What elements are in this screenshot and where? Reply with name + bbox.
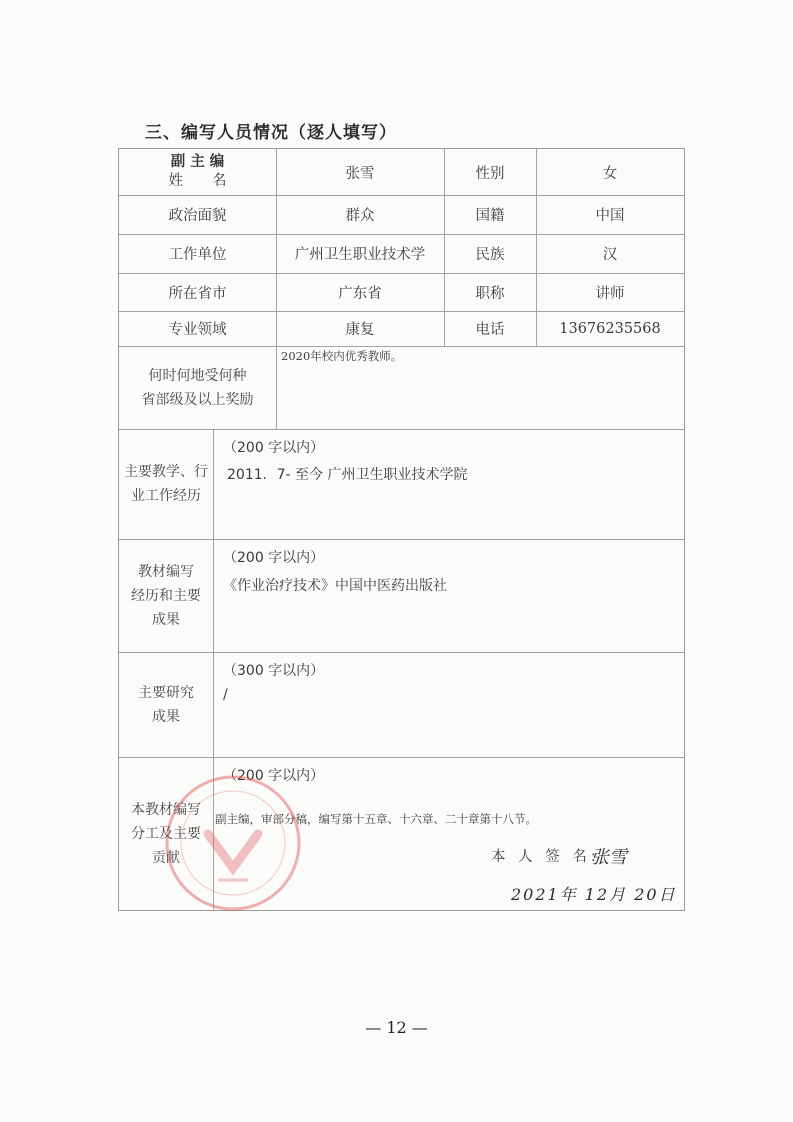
textbook-value: 《作业治疗技术》中国中医药出版社 bbox=[223, 578, 447, 594]
signature: 张雪 bbox=[591, 847, 627, 868]
teaching-value: 2011．7- 至今 广州卫生职业技术学院 bbox=[227, 467, 468, 483]
textbook-label bbox=[119, 539, 213, 652]
role-label: 副 主 编 bbox=[170, 154, 225, 170]
research-label-line: 主要研究 bbox=[138, 684, 194, 701]
title-label: 职称 bbox=[475, 285, 505, 302]
work-unit-label: 工作单位 bbox=[168, 247, 227, 263]
textbook-label-line: 教材编写 bbox=[138, 563, 194, 580]
page-number: — 12 — bbox=[365, 1018, 428, 1037]
sign-date: 2021年 12月 20日 bbox=[511, 885, 677, 904]
political-label: 政治面貌 bbox=[168, 208, 227, 224]
official-seal-stamp bbox=[158, 772, 308, 914]
division-limit: （200 字以内） bbox=[223, 768, 325, 784]
research-value: / bbox=[223, 687, 228, 703]
field-value: 康复 bbox=[345, 322, 375, 338]
ethnicity-value: 汉 bbox=[602, 247, 618, 263]
col-divider bbox=[276, 346, 277, 429]
name-label-cell bbox=[119, 149, 276, 195]
textbook-label-line: 经历和主要 bbox=[131, 587, 201, 604]
teaching-label bbox=[119, 429, 213, 539]
gender-value: 女 bbox=[602, 165, 618, 182]
work-unit-value: 广州卫生职业技术学 bbox=[294, 247, 426, 263]
division-value: 副主编，审部分稿，编写第十五章、十六章、二十章第十八节。 bbox=[215, 812, 537, 826]
signature-label: 本 人 签 名: bbox=[491, 849, 600, 865]
nationality-value: 中国 bbox=[595, 208, 625, 224]
textbook-limit: （200 字以内） bbox=[223, 550, 325, 566]
name-label: 姓 名 bbox=[168, 173, 227, 189]
research-label bbox=[119, 652, 213, 757]
research-limit: （300 字以内） bbox=[223, 663, 325, 679]
teaching-label-line: 业工作经历 bbox=[131, 488, 201, 504]
division-label-line: 本教材编写 bbox=[131, 802, 201, 818]
nationality-label: 国籍 bbox=[475, 208, 505, 224]
ethnicity-label: 民族 bbox=[475, 247, 505, 263]
awards-value: 2020年校内优秀教师。 bbox=[281, 349, 403, 363]
teaching-label-line: 主要教学、行 bbox=[124, 464, 208, 480]
phone-value: 13676235568 bbox=[559, 320, 661, 337]
field-label: 专业领域 bbox=[168, 322, 227, 338]
awards-label-line: 何时何地受何种 bbox=[148, 367, 247, 384]
division-label-line: 贡献 bbox=[152, 850, 180, 866]
province-label: 所在省市 bbox=[168, 285, 227, 302]
textbook-label-line: 成果 bbox=[152, 611, 180, 628]
title-value: 讲师 bbox=[595, 285, 625, 302]
gender-label: 性别 bbox=[475, 165, 505, 182]
awards-label-line: 省部级及以上奖励 bbox=[141, 391, 254, 408]
province-value: 广东省 bbox=[338, 285, 382, 302]
section-title: 三、编写人员情况（逐人填写） bbox=[145, 123, 397, 143]
division-label-line: 分工及主要 bbox=[131, 826, 201, 842]
awards-label bbox=[119, 346, 276, 429]
political-value: 群众 bbox=[345, 208, 375, 224]
name-value: 张雪 bbox=[345, 165, 375, 182]
research-label-line: 成果 bbox=[152, 708, 180, 725]
teaching-limit: （200 字以内） bbox=[223, 440, 325, 456]
phone-label: 电话 bbox=[475, 322, 505, 338]
